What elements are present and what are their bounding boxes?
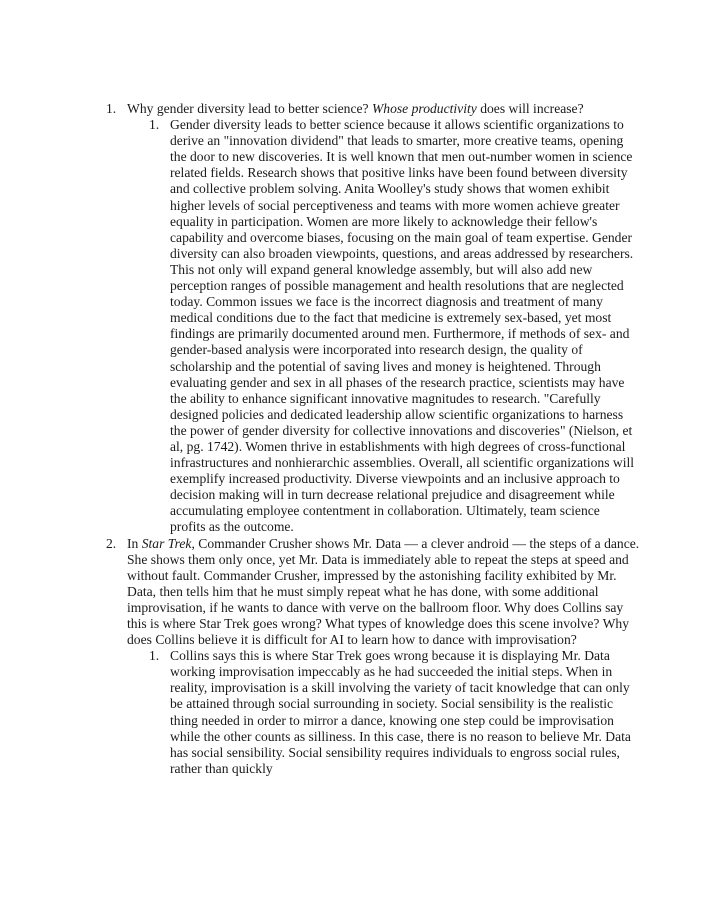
question-2 (0, 536, 642, 649)
answer-1 (0, 117, 635, 535)
question-1 (0, 101, 642, 117)
answer-text: Collins says this is where Star Trek goes wrong because it is displaying Mr. Data working improvisation impeccably as he had succeeded the initial steps. When in reality, improvisation is a skill involving the variety of tacit knowledge that can only be attained through social surrounding in society. Social sensibility is the realistic thing needed in order to mirror a dance, knowing one step could be improvisation while the other counts as silliness. In this case, there is no reason to believe Mr. Data has social sensibility. Social sensibility requires individuals to engross social rules, rather than quickly (170, 648, 631, 776)
answer-number: 1. (149, 117, 160, 133)
question-text-prefix: Why gender diversity lead to better science? (127, 101, 372, 116)
question-text-suffix: does will increase? (476, 101, 584, 116)
question-item-2 (0, 536, 714, 777)
answer-number: 1. (149, 648, 160, 664)
question-item-1 (0, 101, 714, 536)
question-text-suffix: , Commander Crusher shows Mr. Data — a clever android — the steps of a dance. She shows them only once, yet Mr. Data is immediately able to repeat the steps at speed and without fault. Commander Crusher, impressed by the astonishing facility exhibited by Mr. Data, then tells him that he must simply repeat what he has done, with some additional improvisation, if he wants to dance with verve on the ballroom floor. Why does Collins say this is where Star Trek goes wrong? What types of knowledge does this scene involve? Why does Collins believe it is difficult for AI to learn how to dance with improvisation? (127, 535, 640, 648)
question-text-italic: Star Trek (141, 535, 192, 551)
answer-2 (0, 648, 635, 777)
question-number: 1. (106, 101, 117, 116)
answer-text: Gender diversity leads to better science because it allows scientific organizations to derive an "innovation dividend" that leads to smarter, more creative teams, opening the door to new discoveries. It is well known that men out-number women in science related fields. Research shows that positive links have been found between diversity and collective problem solving. Anita Woolley's study shows that women exhibit higher levels of social perceptiveness and teams with more women achieve greater equality in participation. Women are more likely to acknowledge their fellow's capability and overcome biases, focusing on the main goal of team expertise. Gender diversity can also broaden viewpoints, questions, and areas addressed by researchers. This not only will expand general knowledge assembly, but will also add new perception ranges of possible management and health resolutions that are neglected today. Common issues we face is the incorrect diagnosis and treatment of many medical conditions due to the fact that medicine is extremely sex-based, yet most findings are primarily documented around men. Furthermore, if methods of sex- and gender-based analysis were incorporated into research design, the quality of scholarship and the potential of saving lives and money is heightened. Through evaluating gender and sex in all phases of the research practice, scientists may have the ability to enhance significant innovative magnitudes to research. "Carefully designed policies and dedicated leadership allow scientific organizations to harness the power of gender diversity for collective innovations and discoveries" (Nielson, et al, pg. 1742). Women thrive in establishments with high degrees of cross-functional infrastructures and nonhierarchic assemblies. Overall, all scientific organizations will exemplify increased productivity. Diverse viewpoints and an inclusive approach to decision making will in turn decrease relational prejudice and disagreement while accumulating employee contentment in collaboration. Ultimately, team science profits as the outcome. (170, 117, 635, 535)
document-page (0, 101, 714, 777)
question-number: 2. (106, 535, 117, 551)
question-text-italic: Whose productivity (371, 101, 477, 116)
question-text-prefix: In (127, 535, 142, 551)
